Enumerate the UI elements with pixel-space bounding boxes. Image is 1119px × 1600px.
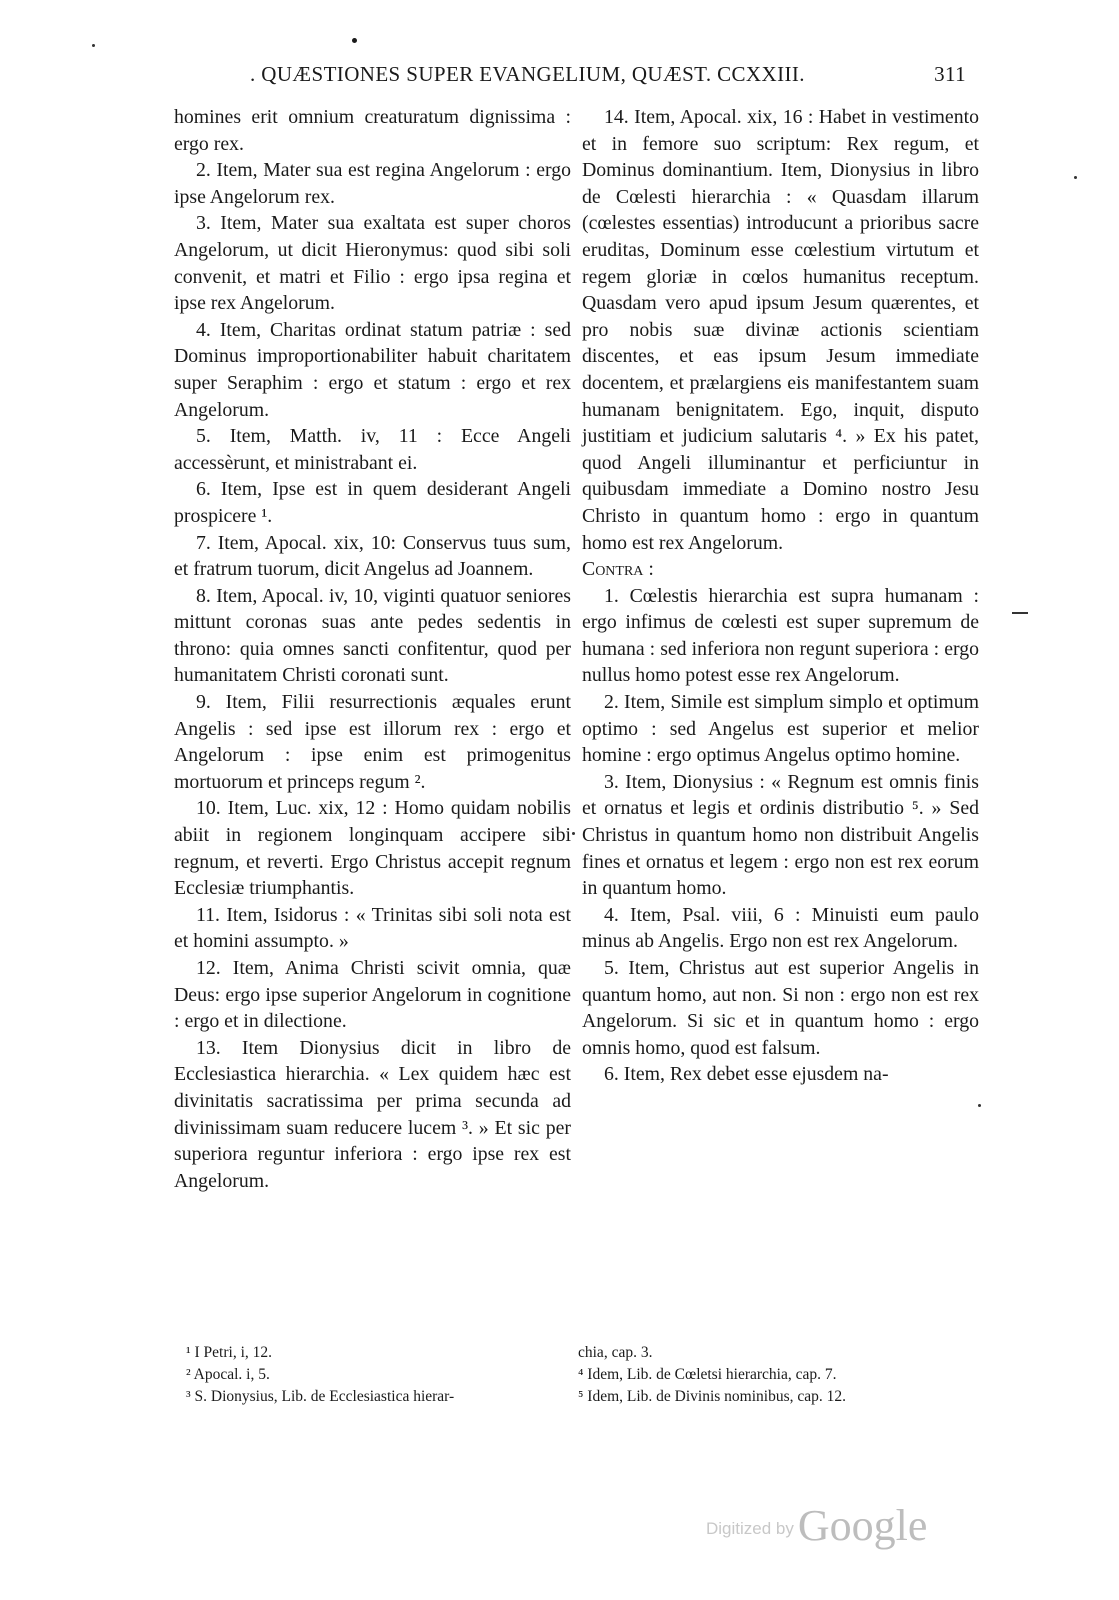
paragraph: 9. Item, Filii resurrectionis æquales erunt Angelis : sed ipse est illorum rex : ergo et Angelorum : ipse enim est primogenitus mortuorum et princeps regum ². — [174, 691, 571, 793]
paragraph: 4. Item, Psal. viii, 6 : Minuisti eum paulo minus ab Angelis. Ergo non est rex Angelorum. — [582, 903, 979, 953]
page-header — [250, 62, 970, 92]
scan-speck — [1012, 612, 1028, 614]
paragraph: 14. Item, Apocal. xix, 16 : Habet in vestimento et in femore suo scriptum: Rex regum, et Dominus dominantium. Item, Dionysius in libro de Cœlesti hierarchia : « Quasdam illarum (cœlestes essentias) introducunt a prioribus sacre eruditas, Dominum esse cœlestium virtutum et regem gloriæ in cœlos humanitus receptum. Quasdam vero apud ipsum Jesum quærentes, et pro nobis suæ divinæ actionis scientiam discentes, et eas ipsum Jesum immediate docentem, et prælargiens eis manifestantem suam humanam benignitatem. Ego, inquit, disputo justitiam et judicium salutaris ⁴. » Ex his patet, quod Angeli illuminantur et perficiuntur in quibusdam immediate a Domino nostro Jesu Christo in quantum homo : ergo in quantum homo est rex Angelorum. — [582, 106, 979, 554]
footnote: ¹ I Petri, i, 12. — [186, 1344, 273, 1361]
paragraph: 12. Item, Anima Christi scivit omnia, quæ Deus: ergo ipse superior Angelorum in cognitione : ergo et in dilectione. — [174, 957, 571, 1033]
watermark-prefix: Digitized by — [706, 1519, 794, 1538]
footnotes-left — [186, 1342, 566, 1408]
decorative-dot — [352, 38, 357, 43]
footnote: ⁴ Idem, Lib. de Cœletsi hierarchia, cap. 7. — [578, 1366, 837, 1383]
page-number: 311 — [934, 62, 966, 86]
scan-speck — [92, 44, 95, 47]
paragraph: 4. Item, Charitas ordinat statum patriæ : sed Dominus improportionabiliter habuit charitatem super Seraphim : ergo et statum : ergo et rex Angelorum. — [174, 318, 571, 421]
footnote: ³ S. Dionysius, Lib. de Ecclesiastica hierar- — [186, 1388, 455, 1405]
footnote: chia, cap. 3. — [578, 1344, 653, 1361]
paragraph: 5. Item, Christus aut est superior Angelis in quantum homo, aut non. Si non : ergo non est rex Angelorum. Si sic et in quantum homo : ergo omnis homo, quod est falsum. — [582, 957, 979, 1059]
scan-speck — [572, 832, 575, 835]
digitized-by-watermark — [706, 1500, 927, 1551]
paragraph: 3. Item, Dionysius : « Regnum est omnis finis et ornatus et legis et ordinis distributio ⁵. » Sed Christus in quantum homo non distribuit Angelis fines et ornatus et legem : ergo non est rex eorum in quantum homo. — [582, 770, 979, 900]
paragraph: homines erit omnium creaturatum dignissima : ergo rex. — [174, 106, 571, 155]
paragraph: 8. Item, Apocal. iv, 10, viginti quatuor seniores mittunt coronas suas ante pedes sedentis in throno: quia omnes sancti confitentur, quod per humanitatem Christi coronati sunt. — [174, 584, 571, 687]
footnote: ⁵ Idem, Lib. de Divinis nominibus, cap. 12. — [578, 1388, 847, 1405]
paragraph: 6. Item, Rex debet esse ejusdem na- — [604, 1063, 889, 1086]
scan-speck — [978, 1104, 981, 1107]
paragraph: 7. Item, Apocal. xix, 10: Conservus tuus sum, et fratrum tuorum, dicit Angelus ad Joannem. — [174, 531, 571, 581]
paragraph: 3. Item, Mater sua exaltata est super choros Angelorum, ut dicit Hieronymus: quod sibi soli convenit, et matri et Filio : ergo ipsa regina et ipse rex Angelorum. — [174, 212, 571, 315]
footnotes-right — [578, 1342, 958, 1408]
right-column — [582, 104, 979, 1088]
paragraph: 1. Cœlestis hierarchia est supra humanam : ergo infimus de cœlesti est super supremum de humana : sed inferiora non regunt superiora : ergo nullus homo potest esse rex Angelorum. — [582, 584, 979, 687]
scan-speck — [1074, 176, 1077, 179]
paragraph: 11. Item, Isidorus : « Trinitas sibi soli nota est et homini assumpto. » — [174, 903, 571, 953]
paragraph: 10. Item, Luc. xix, 12 : Homo quidam nobilis abiit in regionem longinquam accipere sibi regnum, et reverti. Ergo Christus accepit regnum Ecclesiæ triumphantis. — [174, 797, 571, 900]
paragraph: 13. Item Dionysius dicit in libro de Ecclesiastica hierarchia. « Lex quidem hæc est divinitatis sacratissima per prima secunda ad divinissimam suam reducere lucem ³. » Et sic per superiora reguntur inferiora : ergo ipse rex est Angelorum. — [174, 1036, 571, 1192]
paragraph: 2. Item, Simile est simplum simplo et optimum optimo : sed Angelus est superior et melior homine : ergo optimus Angelus optimo homine. — [582, 691, 979, 767]
running-title: . QUÆSTIONES SUPER EVANGELIUM, QUÆST. CCXXIII. — [250, 62, 805, 86]
paragraph: 5. Item, Matth. iv, 11 : Ecce Angeli accessèrunt, et ministrabant ei. — [174, 425, 571, 474]
contra-heading: Contra : — [582, 558, 654, 581]
watermark-brand: Google — [797, 1501, 928, 1550]
paragraph: 6. Item, Ipse est in quem desiderant Angeli prospicere ¹. — [174, 478, 571, 527]
left-column — [174, 104, 571, 1194]
footnote: ² Apocal. i, 5. — [186, 1366, 270, 1383]
paragraph: 2. Item, Mater sua est regina Angelorum : ergo ipse Angelorum rex. — [174, 159, 571, 208]
